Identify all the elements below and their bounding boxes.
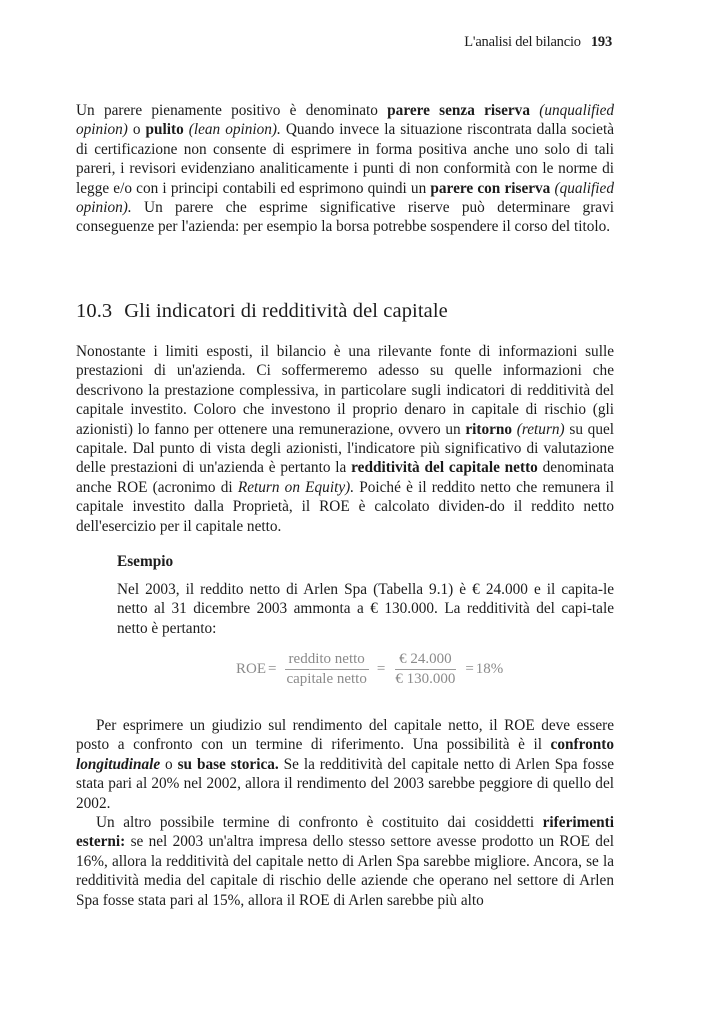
fraction-denominator: capitale netto: [286, 671, 367, 687]
example-text: [117, 580, 614, 638]
formula-lhs: ROE: [236, 661, 266, 677]
running-head: [464, 34, 612, 51]
term-comparison: confronto: [550, 736, 614, 754]
text-run: Nonostante i limiti esposti, il bilancio è una rilevante fonte di informazioni sulle prestazioni di un'azienda. Ci soffermeremo adesso su quelle informazioni che descrivono la prestazione complessiva, in particolare sugli indicatori di redditività del capitale investito. Coloro che investono il proprio denaro in capitale di rischio (gli azionisti) lo fanno per ottenere una remunerazione, ovvero un: [76, 343, 614, 438]
roe-formula: [236, 651, 503, 688]
fraction-definition: [282, 651, 370, 688]
fraction-values: [391, 651, 459, 688]
fraction-denominator: € 130.000: [395, 671, 456, 687]
fraction-numerator: € 24.000: [395, 651, 456, 670]
text-run: Un parere pienamente positivo è denominato: [76, 102, 388, 119]
example-heading: Esempio: [117, 553, 174, 570]
term-translation: (return): [512, 420, 565, 438]
term-clean: pulito: [145, 121, 184, 139]
text-run: denominata anche ROE (acronimo di: [76, 459, 615, 496]
text-run: Se la redditività del capitale netto di Arlen Spa fosse stata pari al 20% nel 2002, allora il rendimento del 2003 sarebbe peggiore di quello del 2002.: [76, 755, 614, 812]
equals-sign: =: [465, 661, 474, 677]
text-run: Un parere che esprime significative riserve può determinare gravi conseguenze per l'azienda: per esempio la borsa potrebbe sospendere il corso del titolo.: [76, 199, 614, 236]
paragraph-auditor-opinion: [76, 101, 614, 237]
text-run: Quando invece la situazione riscontrata dalla società di certificazione non consente di esprimere in forma positiva anche uno solo di tali pareri, i revisori evidenziano analiticamente i punti di non conformità con le norme di legge e/o con i principi contabili ed esprimono quindi un: [76, 121, 614, 197]
term-translation: Return on Equity).: [237, 478, 355, 496]
paragraph-longitudinal: [76, 716, 614, 813]
text-run: su quel capitale. Dal punto di vista degli azionisti, l'indicatore più significativo di valutazione delle prestazioni di un'azienda è pertanto la: [76, 420, 615, 477]
text-run: se nel 2003 un'altra impresa dello stesso settore avesse prodotto un ROE del 16%, allora la redditività del capitale netto di Arlen Spa sarebbe migliore. Ancora, se la redditività media del capitale di rischio delle aziende che operano nel settore di Arlen Spa fosse stata pari al 15%, allora il ROE di Arlen sarebbe più alto: [76, 833, 614, 909]
page-number: 193: [590, 34, 612, 50]
text-run: Poiché è il reddito netto che remunera il capitale investito dalla Proprietà, il ROE è calcolato dividen-do il reddito netto dell'esercizio per il capitale netto.: [76, 478, 614, 535]
term-longitudinal: longitudinale: [76, 755, 161, 773]
text-run: Un altro possibile termine di confronto è costituito dai cosiddetti: [96, 814, 543, 831]
text-run: o: [127, 121, 146, 139]
equals-sign: =: [268, 661, 277, 677]
term-qualified: parere con riserva: [430, 179, 551, 197]
term-translation: (lean opinion).: [183, 121, 281, 139]
term-return: ritorno: [465, 420, 513, 438]
running-title: L'analisi del bilancio: [464, 34, 581, 50]
formula-result: 18%: [475, 661, 504, 677]
text-run: Per esprimere un giudizio sul rendimento del capitale netto, il ROE deve essere posto a confronto con un termine di riferimento. Una possibilità è il: [76, 717, 614, 754]
equals-sign: =: [376, 661, 386, 677]
term-roe: redditività del capitale netto: [351, 459, 538, 477]
text-run: o: [160, 755, 178, 773]
term-translation: (unqualified opinion): [76, 102, 615, 139]
section-heading: [76, 300, 448, 323]
example-body: Nel 2003, il reddito netto di Arlen Spa (Tabella 9.1) è € 24.000 e il capita-le netto al 31 dicembre 2003 ammonta a € 130.000. La redditività del capi-tale netto è pertanto:: [117, 581, 614, 637]
term-translation: (qualified opinion).: [76, 179, 614, 217]
fraction-numerator: reddito netto: [285, 651, 369, 670]
section-number: 10.3: [76, 300, 113, 322]
term-external: riferimenti esterni:: [76, 814, 614, 851]
term-unqualified: parere senza riserva: [387, 102, 530, 119]
term-historical: su base storica.: [177, 755, 279, 773]
section-title: Gli indicatori di redditività del capitale: [124, 300, 448, 322]
paragraph-external-references: [76, 813, 614, 910]
paragraph-profitability: [76, 342, 614, 536]
